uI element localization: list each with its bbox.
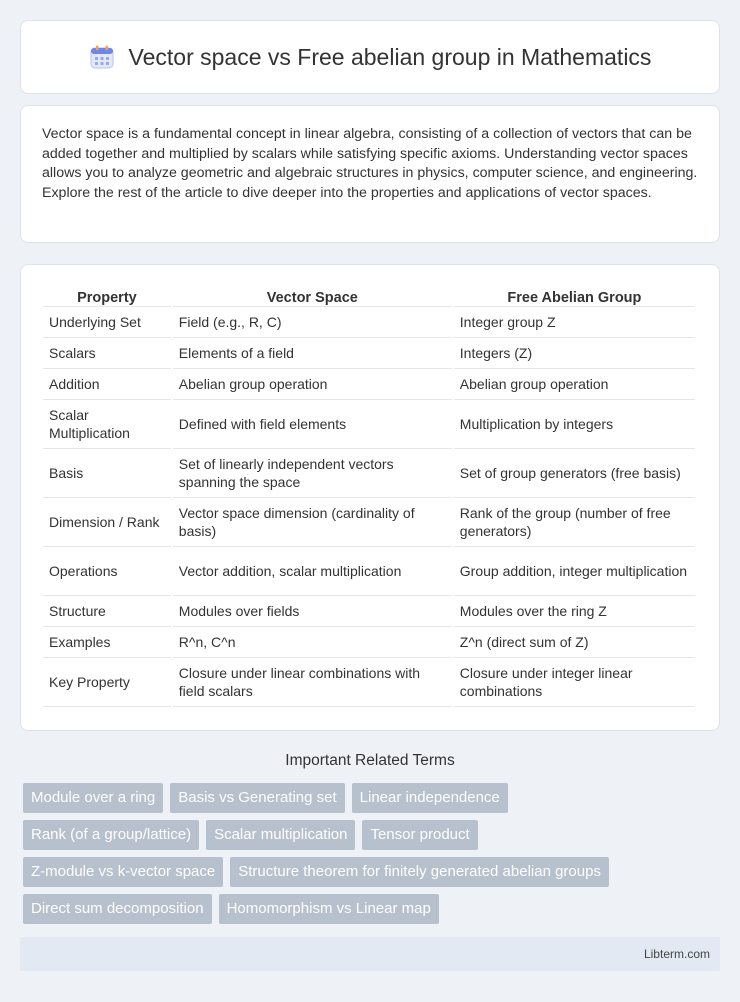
table-row [43,627,695,658]
table-cell: Addition [43,369,171,400]
header-free-abelian-group: Free Abelian Group [454,285,695,307]
table-cell: Set of linearly independent vectors spanning the space [173,449,452,498]
header-property: Property [43,285,171,307]
intro-card [20,105,720,243]
related-term-tag[interactable]: Structure theorem for finitely generated abelian groups [230,857,609,887]
related-term-tag[interactable]: Homomorphism vs Linear map [219,894,439,924]
footer-brand[interactable]: Libterm.com [643,947,710,961]
calendar-icon [89,44,115,70]
table-row [43,449,695,498]
table-cell: Multiplication by integers [454,400,695,449]
related-terms-list [23,783,713,931]
related-term-tag[interactable]: Rank (of a group/lattice) [23,820,199,850]
comparison-table-card [20,264,720,731]
footer [20,937,720,971]
table-cell: Modules over fields [173,596,452,627]
table-cell: Scalar Multiplication [43,400,171,449]
table-row [43,400,695,449]
table-cell: Group addition, integer multiplication [454,547,695,596]
table-cell: R^n, C^n [173,627,452,658]
table-row [43,498,695,547]
related-term-tag[interactable]: Scalar multiplication [206,820,355,850]
table-row [43,547,695,596]
table-cell: Examples [43,627,171,658]
table-cell: Z^n (direct sum of Z) [454,627,695,658]
intro-text: Vector space is a fundamental concept in linear algebra, consisting of a collection of vectors that can be added together and multiplied by scalars while satisfying specific axioms. Understanding vector spaces allows you to analyze geometric and algebraic structures in physics, computer science, and engineering. Explore the rest of the article to dive deeper into the properties and applications of vector spaces. [42,126,698,201]
table-cell: Underlying Set [43,307,171,338]
table-cell: Integers (Z) [454,338,695,369]
table-cell: Dimension / Rank [43,498,171,547]
table-cell: Set of group generators (free basis) [454,449,695,498]
table-cell: Scalars [43,338,171,369]
page-title: Vector space vs Free abelian group in Mathematics [128,43,652,70]
related-term-tag[interactable]: Linear independence [352,783,508,813]
comparison-table [41,285,697,707]
header-card [20,20,720,94]
related-term-tag[interactable]: Z-module vs k-vector space [23,857,223,887]
table-cell: Integer group Z [454,307,695,338]
header-vector-space: Vector Space [173,285,452,307]
table-cell: Closure under integer linear combinations [454,658,695,707]
table-cell: Defined with field elements [173,400,452,449]
related-term-tag[interactable]: Module over a ring [23,783,163,813]
table-cell: Closure under linear combinations with field scalars [173,658,452,707]
related-term-tag[interactable]: Basis vs Generating set [170,783,344,813]
table-row [43,369,695,400]
table-cell: Rank of the group (number of free generators) [454,498,695,547]
related-term-tag[interactable]: Direct sum decomposition [23,894,212,924]
table-cell: Operations [43,547,171,596]
table-cell: Vector addition, scalar multiplication [173,547,452,596]
related-terms-title: Important Related Terms [285,752,455,769]
table-cell: Structure [43,596,171,627]
table-cell: Modules over the ring Z [454,596,695,627]
table-cell: Field (e.g., R, C) [173,307,452,338]
table-cell: Vector space dimension (cardinality of basis) [173,498,452,547]
table-cell: Elements of a field [173,338,452,369]
table-row [43,596,695,627]
table-row [43,307,695,338]
related-term-tag[interactable]: Tensor product [362,820,477,850]
table-cell: Abelian group operation [454,369,695,400]
table-row [43,338,695,369]
table-row [43,658,695,707]
table-cell: Abelian group operation [173,369,452,400]
table-cell: Basis [43,449,171,498]
table-cell: Key Property [43,658,171,707]
